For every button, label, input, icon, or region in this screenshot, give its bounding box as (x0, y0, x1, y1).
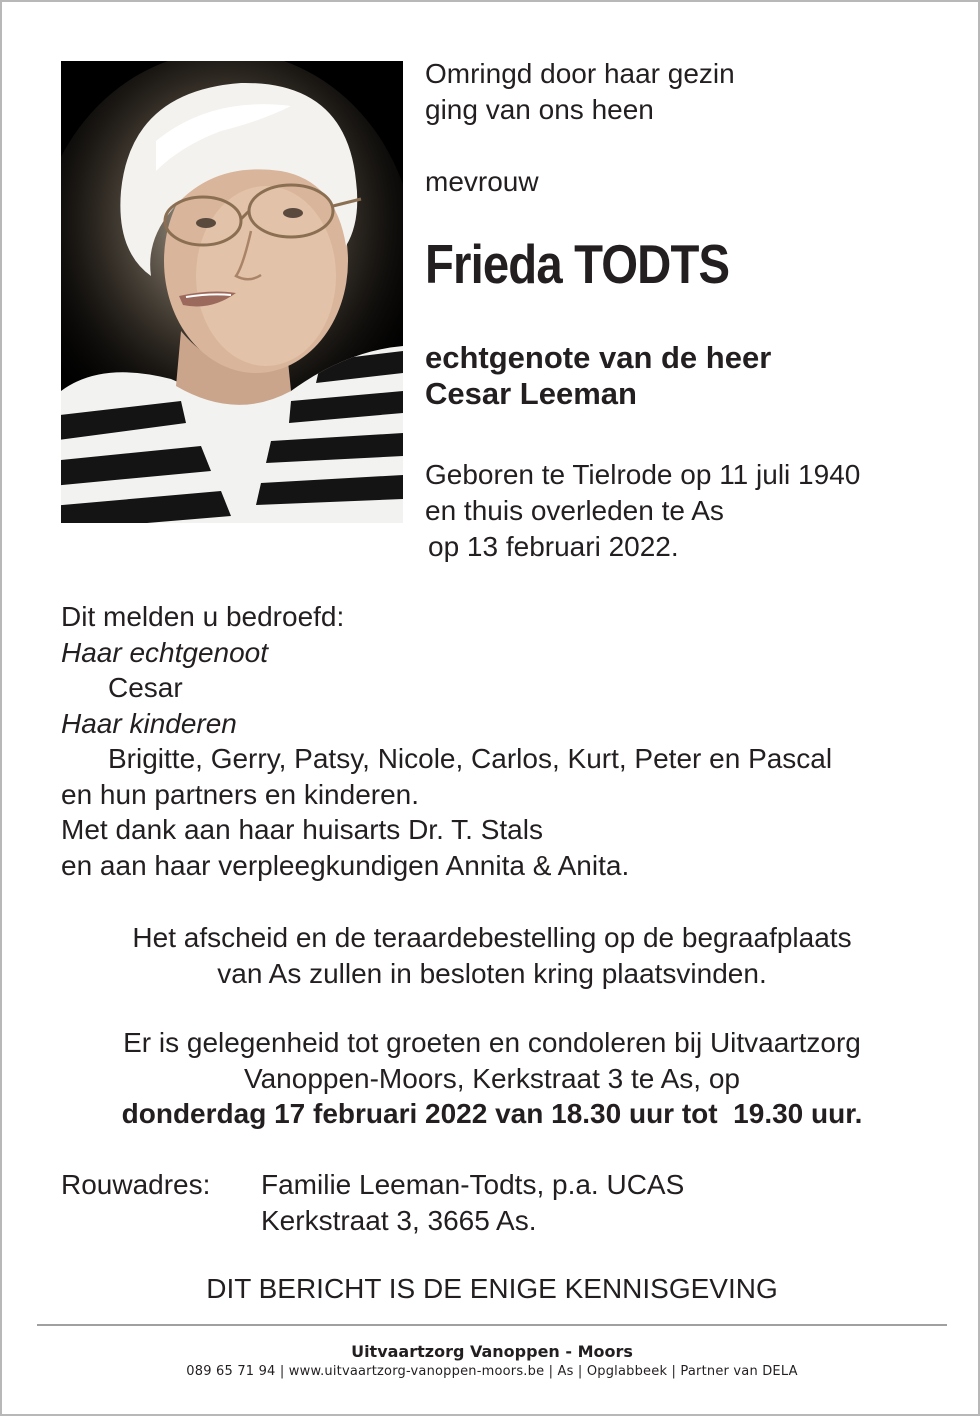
deceased-name: Frieda TODTS (425, 233, 730, 295)
children-names: Brigitte, Gerry, Patsy, Nicole, Carlos, Kurt, Peter en Pascal (108, 743, 833, 774)
spouse-line: echtgenote van de heer (425, 340, 772, 375)
title-prefix: mevrouw (425, 166, 539, 197)
intro-line: Omringd door haar gezin (425, 58, 735, 89)
farewell-line: van As zullen in besloten kring plaatsvinden. (217, 957, 767, 989)
mourning-address (61, 1167, 684, 1238)
thanks-line: Met dank aan haar huisarts Dr. T. Stals (61, 814, 543, 845)
death-place-line: en thuis overleden te As (425, 495, 724, 526)
address-line: Kerkstraat 3, 3665 As. (261, 1204, 537, 1236)
condolence-datetime: donderdag 17 februari 2022 van 18.30 uur tot 19.30 uur. (121, 1098, 863, 1129)
condolence-line: Er is gelegenheid tot groeten en condoleren bij Uitvaartzorg (123, 1027, 861, 1058)
death-date-line: op 13 februari 2022. (428, 531, 679, 562)
funeral-home-name: Uitvaartzorg Vanoppen - Moors (351, 1342, 633, 1361)
condolence-line: Vanoppen-Moors, Kerkstraat 3 te As, op (244, 1062, 740, 1094)
birth-death-text (425, 457, 860, 565)
children-label: Haar kinderen (61, 707, 237, 739)
condolence-text (2, 1025, 980, 1132)
husband-label: Haar echtgenoot (61, 636, 269, 668)
husband-name: Cesar (108, 672, 183, 703)
farewell-line: Het afscheid en de teraardebestelling op de begraafplaats (132, 922, 852, 953)
family-announcement (61, 599, 832, 883)
address-line: Familie Leeman-Todts, p.a. UCAS (261, 1169, 685, 1200)
birth-line: Geboren te Tielrode op 11 juli 1940 (425, 459, 861, 490)
intro-text (425, 56, 735, 128)
footer-divider (37, 1324, 947, 1326)
spouse-name: Cesar Leeman (425, 376, 637, 411)
funeral-home-info: 089 65 71 94 | www.uitvaartzorg-vanoppen-moors.be | As | Opglabbeek | Partner van DELA (186, 1364, 798, 1379)
intro-line: ging van ons heen (425, 94, 654, 125)
farewell-text (2, 920, 980, 991)
portrait-photo (61, 61, 403, 523)
children-extra: en hun partners en kinderen. (61, 778, 420, 810)
notice-text: DIT BERICHT IS DE ENIGE KENNISGEVING (206, 1273, 778, 1304)
portrait-illustration (61, 61, 403, 523)
address-label: Rouwadres: (61, 1169, 211, 1200)
family-intro: Dit melden u bedroefd: (61, 601, 345, 632)
spouse-text (425, 340, 771, 412)
thanks-line: en aan haar verpleegkundigen Annita & Anita. (61, 849, 630, 881)
